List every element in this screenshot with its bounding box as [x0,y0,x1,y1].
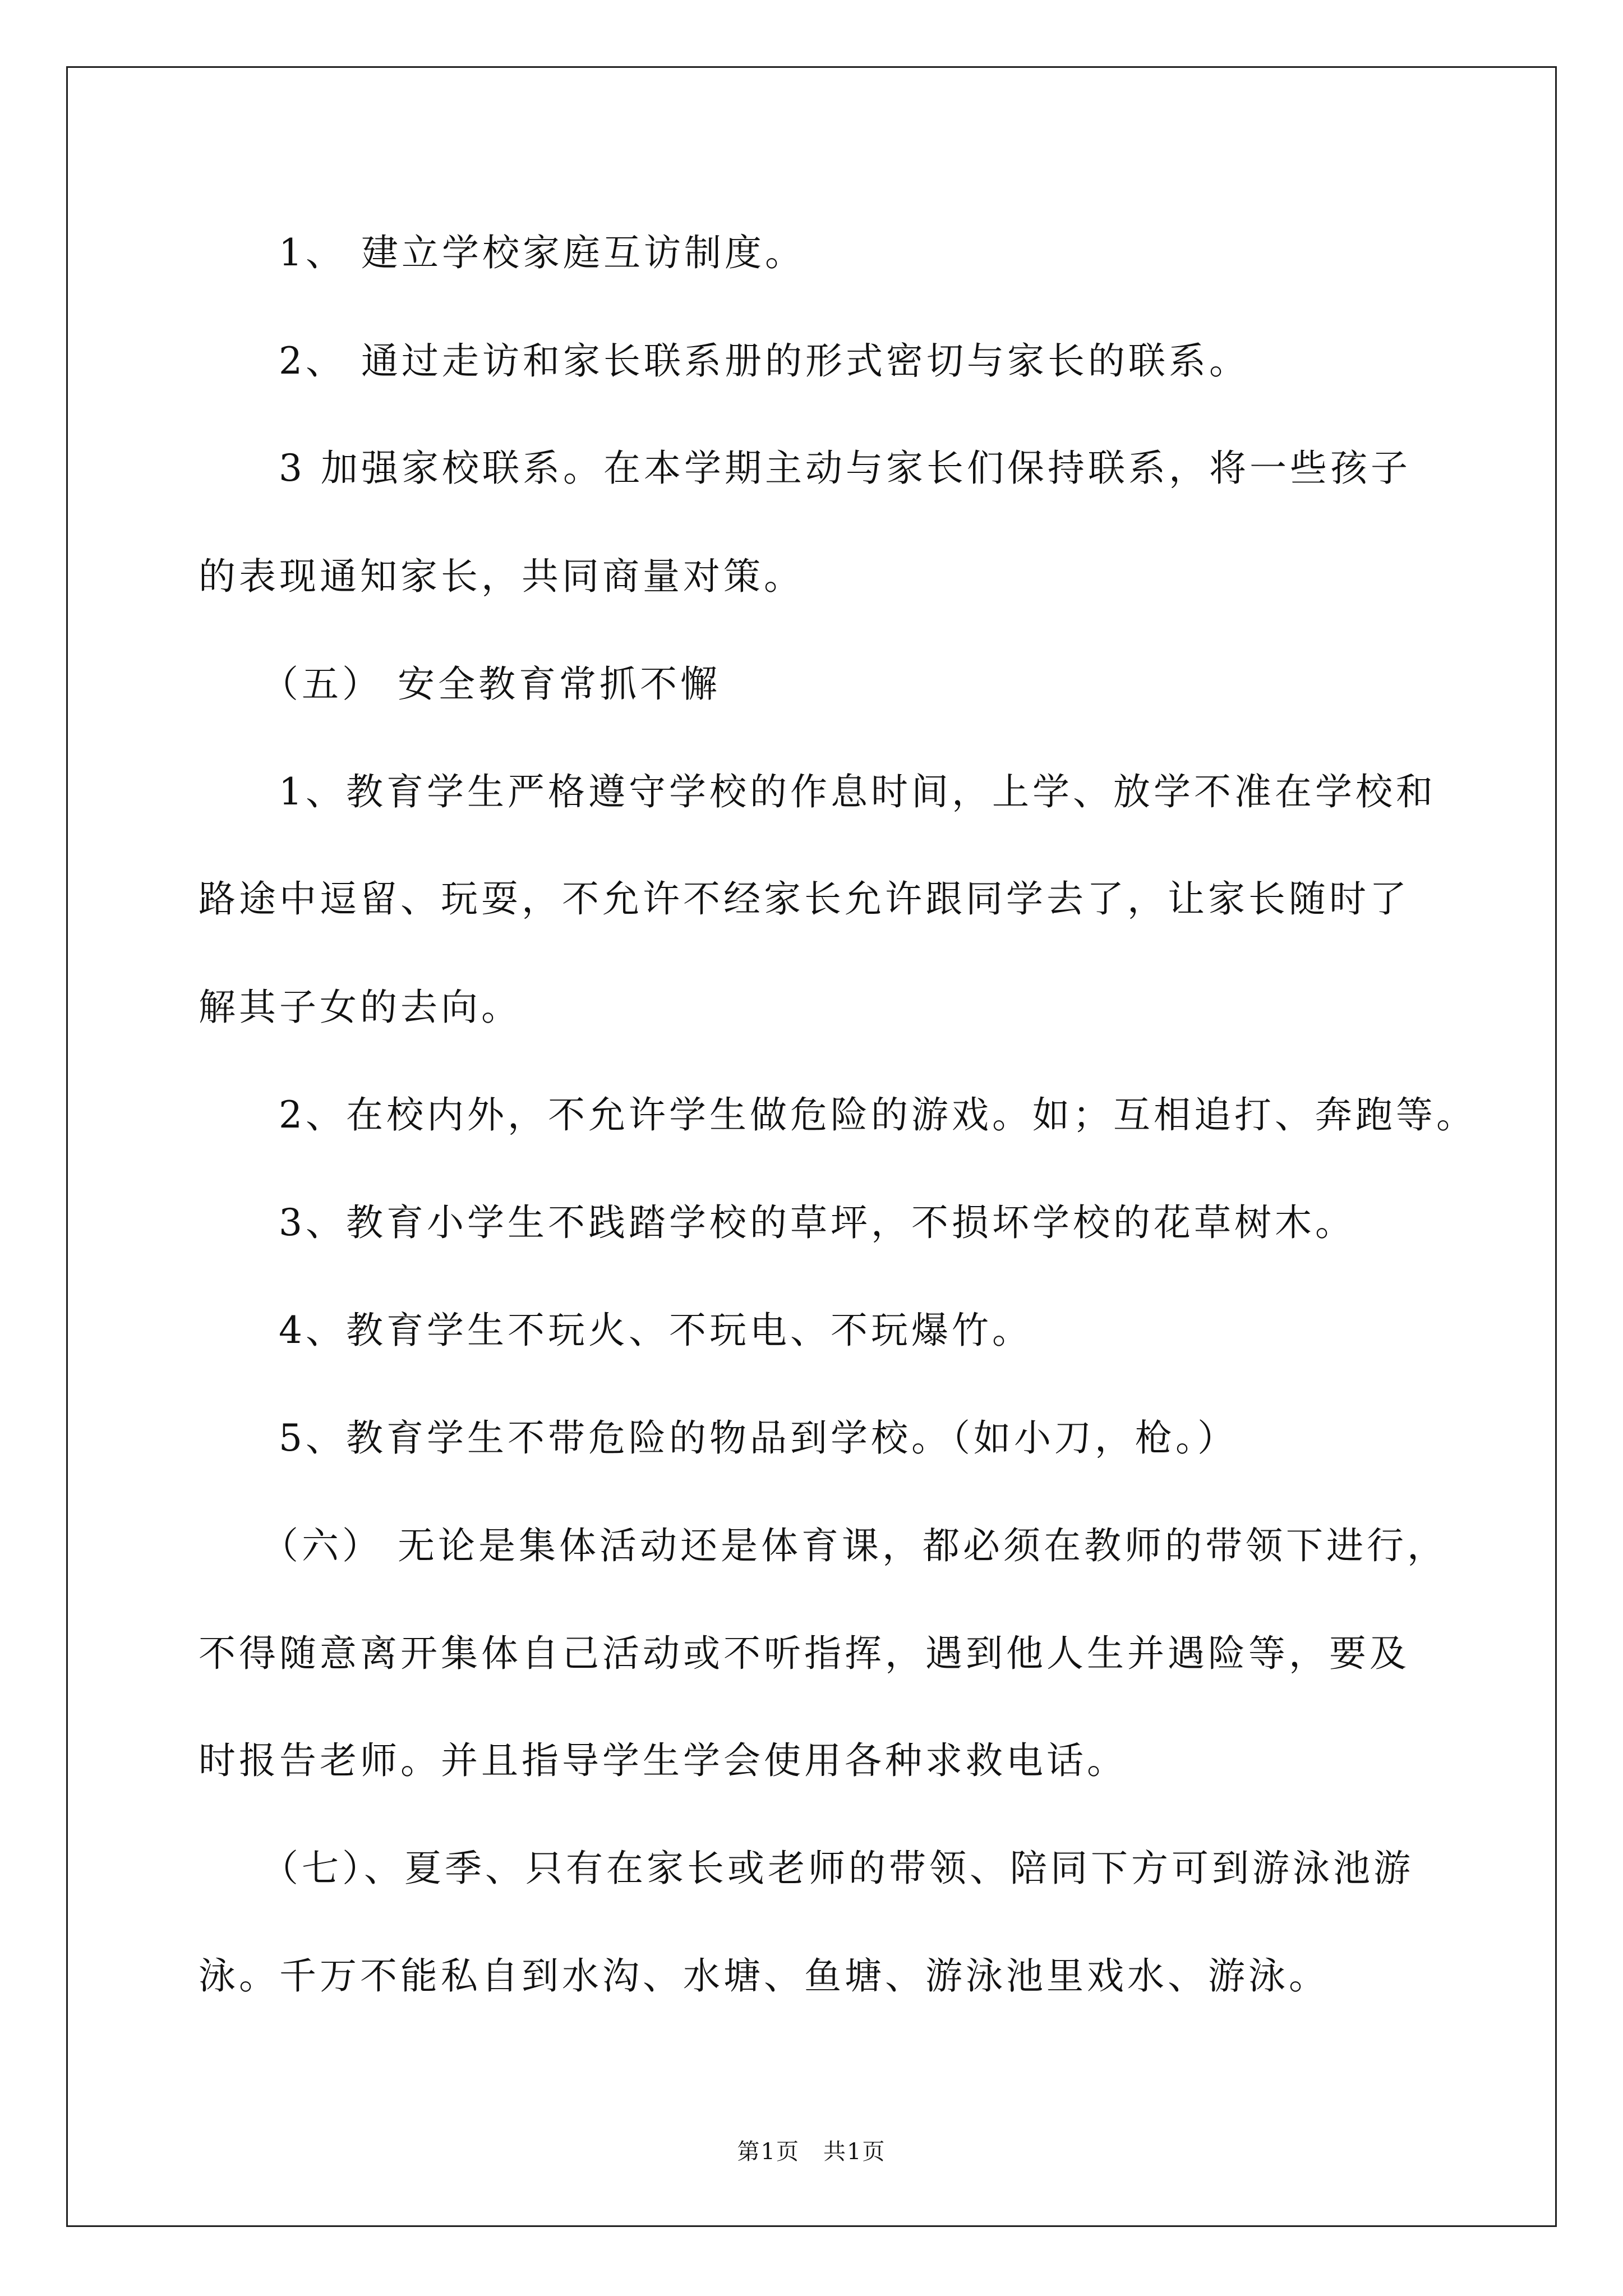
text-line-1: 1、 建立学校家庭互访制度。 [279,231,805,274]
text-line-8: 解其子女的去向。 [199,986,522,1029]
page-border [66,66,1557,2227]
text-line-6: 1、教育学生严格遵守学校的作息时间，上学、放学不准在学校和 [279,770,1436,813]
section-heading-7: （七）、夏季、只有在家长或老师的带领、陪同下方可到游泳池游 [261,1847,1414,1890]
text-line-7: 路途中逗留、玩耍，不允许不经家长允许跟同学去了，让家长随时了 [199,877,1410,921]
page-footer: 第1页 共1页 [737,2139,886,2165]
text-line-2: 2、 通过走访和家长联系册的形式密切与家长的联系。 [279,339,1249,383]
text-line-10: 3、教育小学生不践踏学校的草坪，不损坏学校的花草树木。 [279,1201,1355,1244]
section-heading-6: （六） 无论是集体活动还是体育课，都必须在教师的带领下进行， [261,1524,1447,1567]
text-line-17: 泳。千万不能私自到水沟、水塘、鱼塘、游泳池里戏水、游泳。 [199,1954,1329,1998]
text-line-14: 不得随意离开集体自己活动或不听指挥，遇到他人生并遇险等，要及 [199,1632,1410,1675]
text-line-3: 3 加强家校联系。在本学期主动与家长们保持联系，将一些孩子 [279,447,1411,490]
text-line-11: 4、教育学生不玩火、不玩电、不玩爆竹。 [279,1309,1032,1352]
text-line-15: 时报告老师。并且指导学生学会使用各种求救电话。 [199,1739,1127,1782]
text-line-4: 的表现通知家长，共同商量对策。 [199,555,804,598]
text-line-12: 5、教育学生不带危险的物品到学校。（如小刀，枪。） [279,1416,1238,1460]
section-heading-5: （五） 安全教育常抓不懈 [261,662,721,706]
text-line-9: 2、在校内外，不允许学生做危险的游戏。如；互相追打、奔跑等。 [279,1093,1477,1137]
